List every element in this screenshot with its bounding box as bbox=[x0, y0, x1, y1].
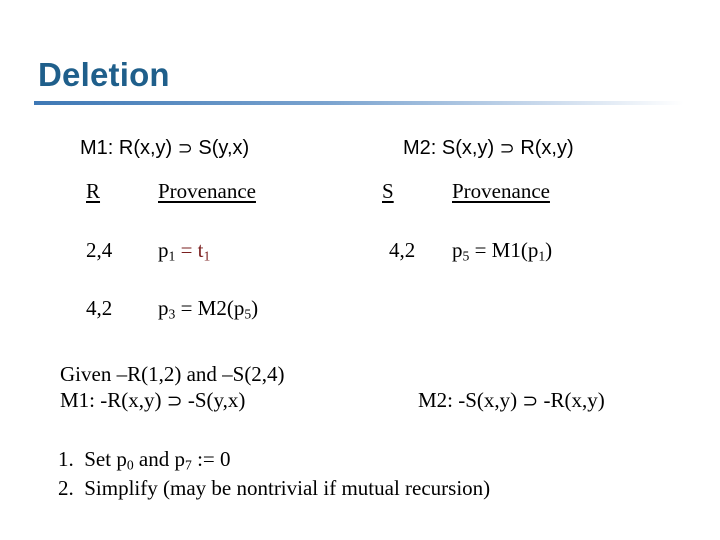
table-s-row-1-tuple: 4,2 bbox=[389, 238, 416, 262]
prov-sub: 1 bbox=[168, 248, 176, 264]
table-r-header-relation: R bbox=[86, 179, 101, 203]
mapping-m2-lhs: M2: S(x,y) bbox=[403, 137, 500, 159]
implies-symbol: ⊃ bbox=[522, 390, 539, 412]
table-r-row-1-tuple: 2,4 bbox=[86, 238, 113, 262]
deletion-m2-rhs: -R(x,y) bbox=[538, 388, 605, 412]
mapping-m1-rhs: S(y,x) bbox=[192, 137, 250, 159]
table-s-row-1-provenance bbox=[452, 238, 552, 264]
prov-eq-sub: 1 bbox=[203, 248, 211, 264]
step-1 bbox=[58, 447, 231, 473]
table-r-row-2-provenance bbox=[158, 296, 258, 322]
mapping-m1 bbox=[80, 137, 249, 160]
prov-eq: = t bbox=[175, 238, 204, 262]
title-underline bbox=[34, 101, 684, 105]
deletion-mapping-m1 bbox=[60, 388, 245, 413]
prov-var: p bbox=[452, 238, 463, 262]
deletion-m1-rhs: -S(y,x) bbox=[182, 388, 246, 412]
table-s-header-relation: S bbox=[382, 179, 394, 203]
prov-eq-sub: 5 bbox=[244, 306, 252, 322]
step-number: 2. bbox=[58, 476, 74, 500]
step-sub: 7 bbox=[185, 457, 192, 473]
prov-tail: ) bbox=[251, 296, 259, 320]
table-r-row-1-provenance bbox=[158, 238, 210, 264]
step-number: 1. bbox=[58, 447, 74, 471]
implies-symbol: ⊃ bbox=[166, 390, 183, 412]
slide-title: Deletion bbox=[38, 56, 170, 93]
prov-sub: 3 bbox=[168, 306, 176, 322]
step-text: Simplify (may be nontrivial if mutual recursion) bbox=[84, 476, 491, 500]
prov-tail: ) bbox=[545, 238, 553, 262]
implies-symbol: ⊃ bbox=[499, 138, 515, 159]
deletion-m2-lhs: M2: -S(x,y) bbox=[418, 388, 523, 412]
step-sub: 0 bbox=[126, 457, 134, 473]
mapping-m2-rhs: R(x,y) bbox=[514, 137, 574, 159]
table-r-row-2-tuple: 4,2 bbox=[86, 296, 113, 320]
table-r-header-provenance-label: Provenance bbox=[158, 179, 256, 203]
prov-eq: = M1(p bbox=[469, 238, 539, 262]
table-s-header-provenance-label: Provenance bbox=[452, 179, 550, 203]
mapping-m1-lhs: M1: R(x,y) bbox=[80, 137, 178, 159]
prov-var: p bbox=[158, 238, 169, 262]
implies-symbol: ⊃ bbox=[177, 138, 193, 159]
table-r-header-provenance bbox=[150, 179, 256, 204]
deletion-mapping-m2 bbox=[418, 388, 605, 413]
table-s-header-provenance bbox=[444, 179, 550, 204]
prov-eq-sub: 1 bbox=[538, 248, 546, 264]
prov-eq: = M2(p bbox=[175, 296, 245, 320]
prov-var: p bbox=[158, 296, 169, 320]
given-deletions: Given –R(1,2) and –S(2,4) bbox=[60, 362, 285, 386]
step-text: and p bbox=[133, 447, 185, 471]
deletion-m1-lhs: M1: -R(x,y) bbox=[60, 388, 167, 412]
prov-sub: 5 bbox=[462, 248, 470, 264]
step-text: := 0 bbox=[191, 447, 231, 471]
step-text: Set p bbox=[84, 447, 127, 471]
step-2 bbox=[58, 476, 490, 501]
mapping-m2 bbox=[403, 137, 574, 160]
